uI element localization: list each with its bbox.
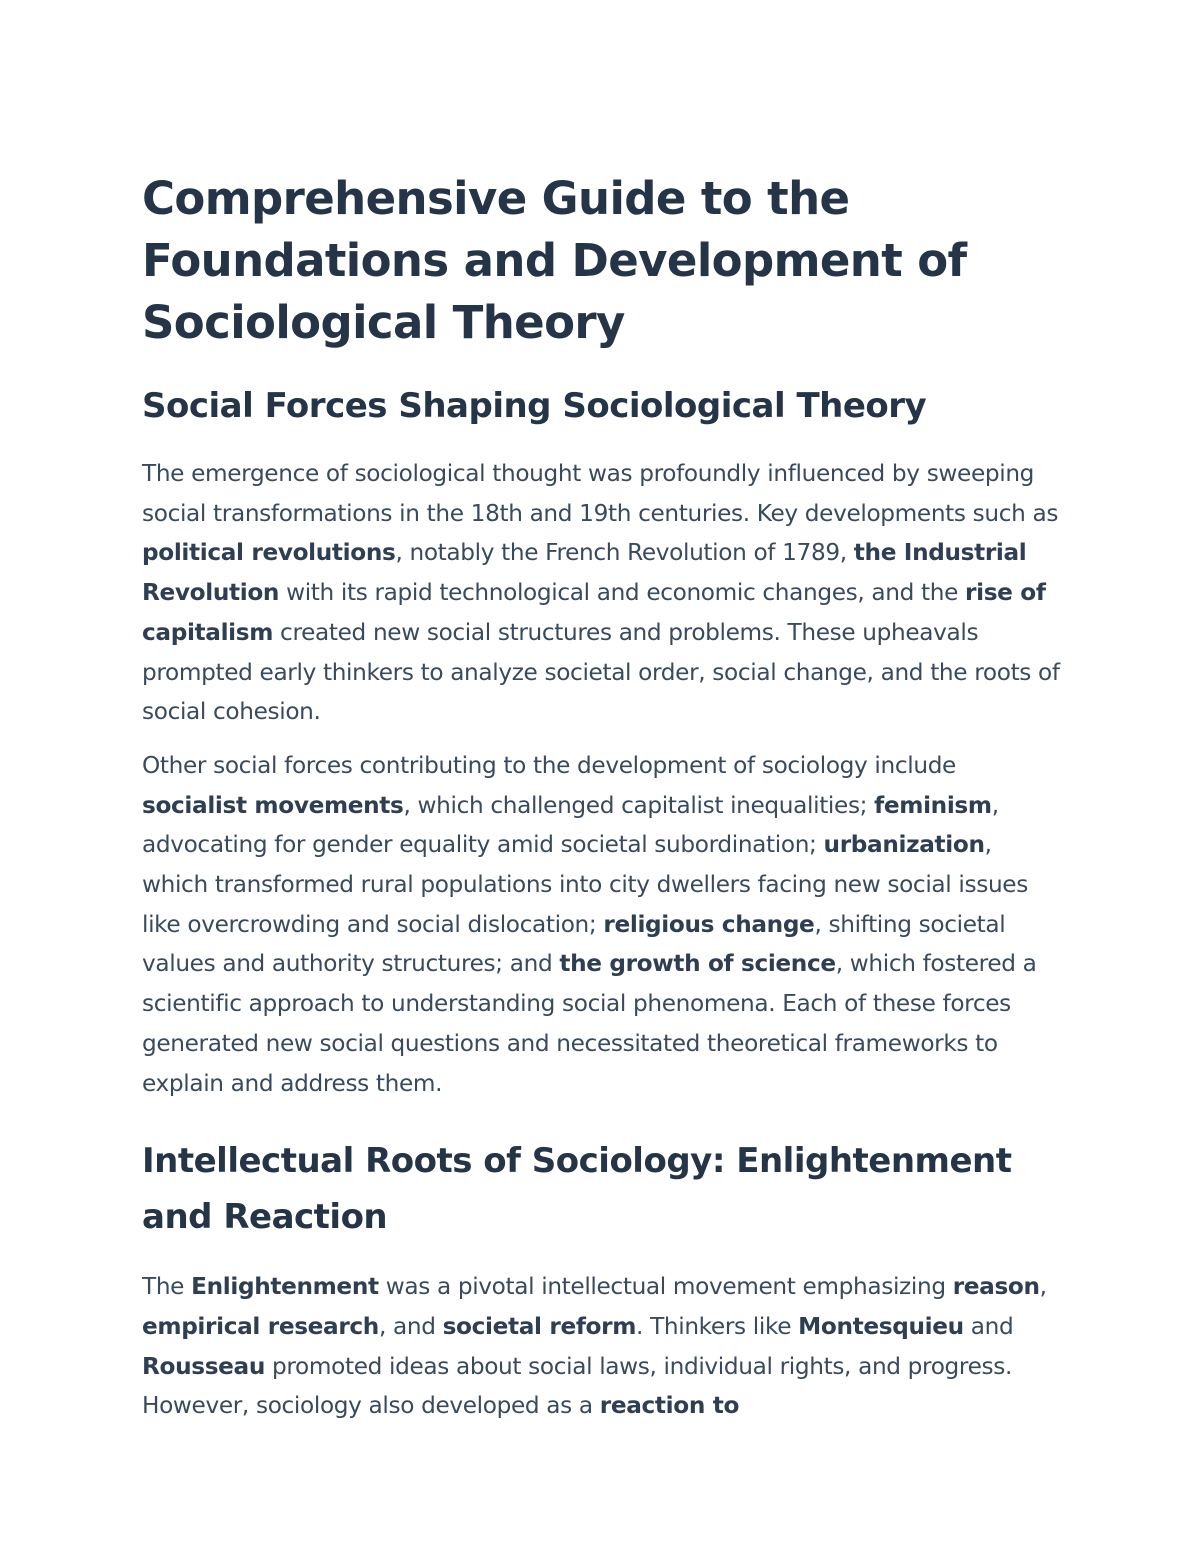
paragraph-social-forces-2: [142, 746, 1062, 1103]
bold-term-societal-reform: societal reform: [442, 1312, 637, 1340]
text-run: , notably the French Revolution of 1789,: [395, 539, 854, 567]
text-run: ,: [1039, 1273, 1047, 1301]
bold-term-socialist-movements: socialist movements: [142, 791, 404, 819]
text-run: and: [963, 1312, 1014, 1340]
text-run: was a pivotal intellectual movement emphasizing: [378, 1273, 953, 1301]
bold-term-religious-change: religious change: [603, 910, 815, 938]
bold-term-montesquieu: Montesquieu: [798, 1312, 964, 1340]
section-heading-social-forces: Social Forces Shaping Sociological Theory: [142, 386, 927, 426]
text-run: , advocating for gender equality amid societal subordination;: [142, 791, 999, 859]
bold-term-industrial-revolution: the Industrial Revolution: [142, 539, 1027, 607]
bold-term-reason: reason: [952, 1273, 1040, 1301]
bold-term-rise-of-capitalism: rise of capitalism: [142, 579, 1046, 646]
text-run: , shifting societal values and authority structures; and: [142, 910, 1006, 978]
text-run: , which challenged capitalist inequalities;: [403, 791, 875, 819]
document-title: Comprehensive Guide to the Foundations and Development of Sociological Theory: [142, 172, 967, 349]
bold-term-empirical-research: empirical research: [142, 1312, 379, 1340]
text-run: . Thinkers like: [636, 1312, 799, 1340]
text-run: The: [142, 1273, 192, 1301]
bold-term-enlightenment: Enlightenment: [191, 1273, 379, 1301]
paragraph-enlightenment: [142, 1267, 1062, 1426]
text-run: created new social structures and problems. These upheavals prompted early thinkers to analyze societal order, social change, and the roots of social cohesion.: [142, 618, 1060, 726]
text-run: promoted ideas about social laws, individual rights, and progress. However, sociology also developed as a: [142, 1352, 1012, 1420]
bold-term-growth-of-science: the growth of science: [559, 950, 836, 978]
bold-term-political-revolutions: political revolutions: [142, 539, 396, 567]
paragraph-social-forces-1: [142, 454, 1062, 732]
text-run: with its rapid technological and economic changes, and the: [279, 579, 966, 607]
text-run: , which fostered a scientific approach to understanding social phenomena. Each of these forces generated new social questions and necessitated theoretical frameworks to explain and address them.: [142, 950, 1037, 1097]
bold-term-reaction-to: reaction to: [599, 1392, 740, 1420]
text-run: Other social forces contributing to the development of sociology include: [142, 751, 956, 779]
text-run: , which transformed rural populations into city dwellers facing new social issues like overcrowding and social dislocation;: [142, 831, 1028, 938]
document-page: [142, 168, 1062, 1426]
section-heading-intellectual-roots: Intellectual Roots of Sociology: Enlightenment and Reaction: [142, 1141, 1012, 1238]
bold-term-feminism: feminism: [874, 791, 992, 819]
text-run: , and: [378, 1312, 443, 1340]
text-run: The emergence of sociological thought was profoundly influenced by sweeping social transformations in the 18th and 19th centuries. Key developments such as: [142, 460, 1059, 527]
bold-term-urbanization: urbanization: [823, 831, 985, 859]
bold-term-rousseau: Rousseau: [142, 1352, 265, 1380]
